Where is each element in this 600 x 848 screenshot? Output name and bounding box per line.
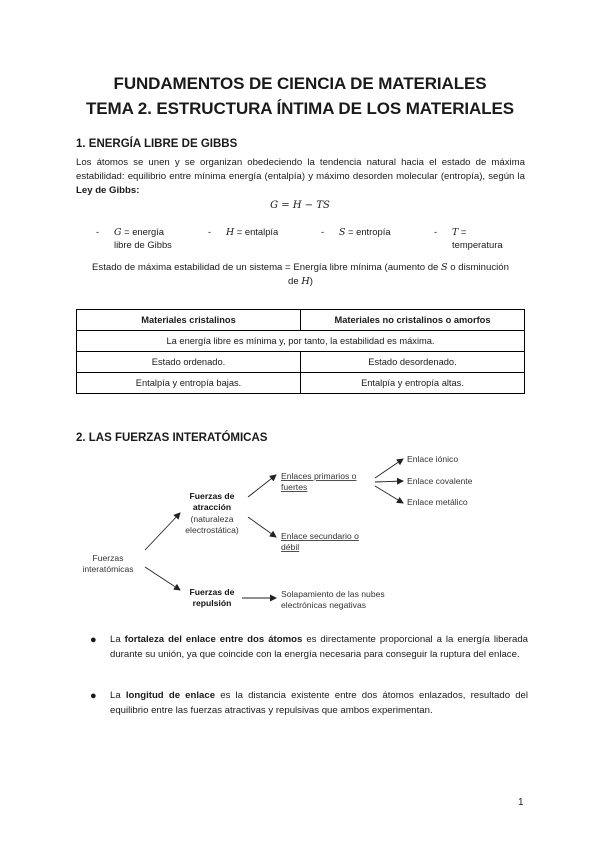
bullet-2-pre: La — [110, 690, 121, 701]
arrow-to-secondary — [248, 517, 276, 537]
def-h-symbol: H — [226, 227, 235, 238]
repulsion-line-2: repulsión — [192, 598, 232, 608]
bullet-2-post: es la distancia existente entre dos átomos enlazados, resultado del equilibrio entre las fuerzas atractivas y repulsivas que ambos experimentan. — [110, 690, 529, 716]
table-row — [77, 373, 525, 394]
def-t-symbol: T — [452, 227, 459, 238]
table-cell: Entalpía y entropía altas. — [301, 373, 525, 394]
stability-symbol-s: S — [441, 262, 448, 273]
table-cell: Entalpía y entropía bajas. — [77, 373, 301, 394]
attraction-line-1: Fuerzas de — [189, 491, 235, 501]
table-cell: Estado desordenado. — [301, 352, 525, 373]
stability-text-d: ) — [309, 276, 313, 287]
section-1-heading: 1. ENERGÍA LIBRE DE GIBBS — [76, 138, 238, 150]
ionic-bond: Enlace iónico — [407, 454, 459, 464]
arrow-to-ionic — [375, 459, 403, 478]
def-h — [226, 226, 278, 239]
bullet-1-bold: fortaleza del enlace entre dos átomos — [124, 634, 303, 645]
bullet-icon: ● — [90, 690, 97, 702]
bullet-bond-strength — [110, 633, 528, 662]
def-dash-s: - — [321, 226, 325, 237]
intro-text: Los átomos se unen y se organizan obedeciendo la tendencia natural hacia el estado de máxima estabilidad: equilibrio entre mínima energía (entalpía) y máximo desorden molecular (entropía), según la — [76, 157, 525, 182]
arrow-to-primary — [248, 475, 276, 497]
def-g-symbol: G — [114, 227, 122, 238]
root-line-2: interatómicas — [82, 564, 134, 574]
def-h-text: = entalpía — [236, 226, 279, 237]
arrow-to-covalent — [375, 481, 403, 482]
def-g-text: = energía — [124, 226, 164, 237]
bullet-icon: ● — [90, 634, 97, 646]
table-header-amorphous: Materiales no cristalinos o amorfos — [301, 310, 525, 331]
comparison-table — [76, 309, 525, 394]
forces-diagram — [0, 445, 600, 620]
def-dash-g: - — [96, 226, 100, 237]
attraction-line-4: electrostática) — [185, 525, 239, 535]
arrow-to-repulsion — [145, 567, 180, 590]
section-2-heading: 2. LAS FUERZAS INTERATÓMICAS — [76, 432, 268, 444]
primary-line-2: fuertes — [281, 482, 308, 492]
gibbs-law-label: Ley de Gibbs: — [76, 185, 140, 196]
table-merged-cell: La energía libre es mínima y, por tanto, la estabilidad es máxima. — [77, 331, 525, 352]
stability-text-b: o disminución — [450, 262, 509, 273]
overlap-line-2: electrónicas negativas — [281, 600, 367, 610]
arrow-to-attraction — [145, 513, 180, 550]
attraction-line-3: (naturaleza — [190, 514, 234, 524]
def-s-text: = entropía — [348, 226, 391, 237]
root-line-1: Fuerzas — [92, 553, 124, 563]
metallic-bond: Enlace metálico — [407, 497, 468, 507]
def-dash-t: - — [434, 226, 438, 237]
def-t-text: = — [460, 226, 467, 237]
table-row — [77, 352, 525, 373]
def-s-symbol: S — [339, 227, 346, 238]
stability-statement — [76, 261, 525, 289]
bullet-bond-length — [110, 689, 528, 718]
def-dash-h: - — [208, 226, 212, 237]
def-t-text2: temperatura — [452, 239, 503, 250]
bullet-2-bold: longitud de enlace — [125, 690, 216, 701]
stability-text-a: Estado de máxima estabilidad de un sistema = Energía libre mínima (aumento de — [92, 262, 439, 273]
def-t — [452, 226, 503, 251]
repulsion-line-1: Fuerzas de — [189, 587, 235, 597]
covalent-bond: Enlace covalente — [407, 476, 473, 486]
def-g-text2: libre de Gibbs — [114, 239, 172, 250]
bullet-1-pre: La — [110, 634, 121, 645]
title-line-2: TEMA 2. ESTRUCTURA ÍNTIMA DE LOS MATERIALES — [86, 99, 514, 118]
page-number: 1 — [518, 797, 524, 808]
title-line-1: FUNDAMENTOS DE CIENCIA DE MATERIALES — [113, 74, 487, 93]
bullet-1-post: es directamente proporcional a la energía liberada durante su unión, ya que coincide con la energía necesaria para conseguir la ruptura del enlace. — [110, 634, 529, 660]
section-1-intro — [76, 156, 525, 198]
gibbs-equation: G = H − TS — [270, 200, 330, 211]
table-header-crystalline: Materiales cristalinos — [77, 310, 301, 331]
table-header-row — [77, 310, 525, 331]
secondary-line-2: débil — [281, 542, 300, 552]
attraction-line-2: atracción — [192, 502, 232, 512]
primary-line-1: Enlaces primarios o — [281, 471, 357, 481]
overlap-line-1: Solapamiento de las nubes — [281, 589, 385, 599]
stability-symbol-h: H — [301, 276, 310, 287]
stability-text-c: de — [288, 276, 299, 287]
def-g — [114, 226, 204, 251]
arrow-to-metallic — [375, 486, 403, 503]
secondary-line-1: Enlace secundario o — [281, 531, 359, 541]
table-cell: Estado ordenado. — [77, 352, 301, 373]
table-row — [77, 331, 525, 352]
def-s — [339, 226, 391, 239]
